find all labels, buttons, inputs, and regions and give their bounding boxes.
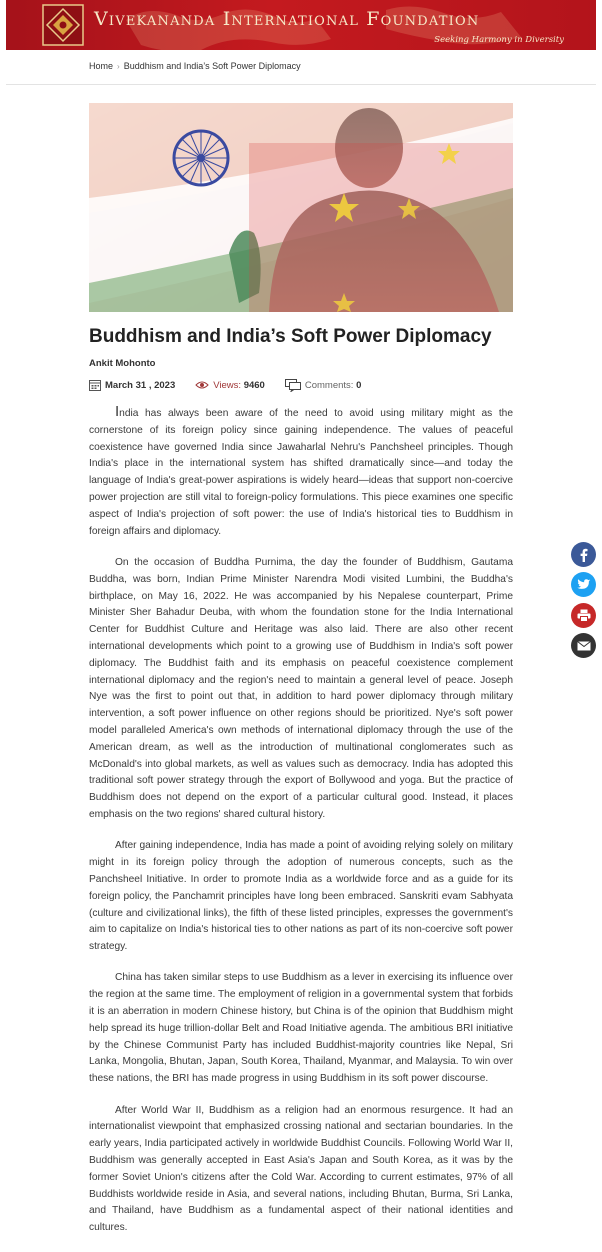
printer-icon — [577, 609, 591, 622]
breadcrumb-bar — [6, 50, 596, 85]
date-group — [89, 379, 175, 391]
article-paragraph — [89, 404, 513, 540]
article-paragraph: On the occasion of Buddha Purnima, the day the founder of Buddhism, Gautama Buddha, was born, Indian Prime Minister Narendra Modi visited Lumbini, the Buddha's birthplace, on May 16, 2022. He was accompanied by his Nepalese counterpart, Prime Minister Sher Bahadur Deuba, with whom the foundation stone for the India International Center for Buddhist Culture and Heritage was also laid. There are also other recent international developments which point to a growing use of Buddhism in India's soft power diplomacy. The Buddhist faith and its emphasis on peaceful coexistence complement international diplomacy and the region's need to maintain a general level of peace. Joseph Nye was the first to point out that, in addition to hard power diplomacy through military intervention, a soft power influence on other regions should be prioritized. Nye's soft power model paralleled America's own methods of international diplomacy through the use of the American dream, as well as the introduction of multinational conglomerates such as McDonald's into global markets, as well as values such as democracy. India has adopted this traditional soft power strategy through the export of Bollywood and yoga. But the practice of Buddhism does not depend on the export of a particular cultural good. Instead, it places emphasis on the two regions' shared cultural history. — [89, 556, 513, 820]
views-label: Views: — [213, 379, 242, 391]
breadcrumb-home-link[interactable]: Home — [89, 61, 114, 71]
vif-logo[interactable] — [42, 4, 84, 46]
print-button[interactable] — [571, 603, 596, 628]
envelope-icon — [577, 641, 591, 651]
first-paragraph-text: ndia has always been aware of the need to avoid using military might as the cornerstone of its foreign policy since gaining independence. The values of peaceful coexistence have governed India since Jawaharlal Nehru's Panchsheel principles. Though India's place in the international system has shifted dramatically since—and today the language of India's great-power aspirations is widely heard—ideas that support non-coercive power projection are still vital to foreign-policy formulations. This piece examines one specific aspect of India's projection of soft power: the use of India's historical ties to Buddhism in foreign affairs and diplomacy. — [89, 408, 513, 537]
views-count: 9460 — [243, 379, 265, 391]
twitter-share-button[interactable] — [571, 572, 596, 597]
article-date: March 31 , 2023 — [105, 379, 176, 391]
article-meta — [89, 378, 381, 392]
tagline: Seeking Harmony in Diversity — [434, 35, 564, 45]
article-title: Buddhism and India’s Soft Power Diplomacy — [89, 326, 492, 347]
twitter-icon — [577, 579, 591, 591]
article-body — [89, 404, 513, 1252]
chevron-right-icon: › — [117, 62, 120, 71]
breadcrumb-current: Buddhism and India’s Soft Power Diplomacy — [123, 61, 301, 71]
views-group — [195, 380, 265, 391]
comments-label: Comments: — [304, 379, 354, 391]
comments-group[interactable] — [285, 379, 362, 392]
first-letter: I — [115, 403, 120, 420]
facebook-icon — [578, 548, 590, 562]
brand-name[interactable]: Vivekananda International Foundation — [94, 8, 480, 30]
breadcrumb — [89, 61, 301, 71]
calendar-icon — [89, 379, 101, 391]
article-paragraph: China has taken similar steps to use Buddhism as a lever in exercising its influence over the region at the same time. The employment of religion in a governmental system that forbids it is an aberration in modern Chinese history, but China is of the opinion that Buddhism might help spread its huge trillion-dollar Belt and Road Initiative agenda. The ambitious BRI initiative by the Chinese Communist Party has included Buddhist-majority countries like Nepal, Sri Lanka, Mongolia, Bhutan, Japan, South Korea, Thailand, Myanmar, and Malaysia. To win over these nations, the BRI has made progress in using Buddhism in its soft power discourse. — [89, 972, 513, 1085]
eye-icon — [195, 380, 209, 390]
facebook-share-button[interactable] — [571, 542, 596, 567]
article-author[interactable]: Ankit Mohonto — [89, 358, 156, 369]
article-paragraph: After World War II, Buddhism as a religion had an enormous resurgence. It had an internationalist viewpoint that emphasized crossing national and sectarian boundaries. In the early years, India participated actively in worldwide Buddhist Councils. Following World War II, Buddhism was generally accepted in East Asia's Japan and South Korea, as it was by the former Soviet Union's citizens after the Cold War. According to current estimates, 97% of all Buddhists worldwide reside in Asia, and several nations, including Bhutan, Burma, Sri Lanka, and Thailand, have Buddhism as a fundamental aspect of their national identities and cultures. — [89, 1104, 513, 1234]
comments-count: 0 — [356, 379, 362, 391]
email-share-button[interactable] — [571, 633, 596, 658]
comment-icon — [285, 379, 301, 392]
site-banner — [6, 0, 596, 50]
article-paragraph: After gaining independence, India has made a point of avoiding relying solely on military might in its foreign policy through the adoption of numerous concepts, such as the Panchsheel Initiative. In order to promote India as a worldwide force and as a guide for its foreign policy, the Panchamrit principles have long been embraced. Sanskriti evam Sabhyata (culture and civilizational links), the fifth of these listed principles, expresses the government's aim to capitalize on India's historical ties to other nations as part of its non-coercive soft power strategy. — [89, 840, 513, 953]
hero-image — [89, 103, 513, 312]
